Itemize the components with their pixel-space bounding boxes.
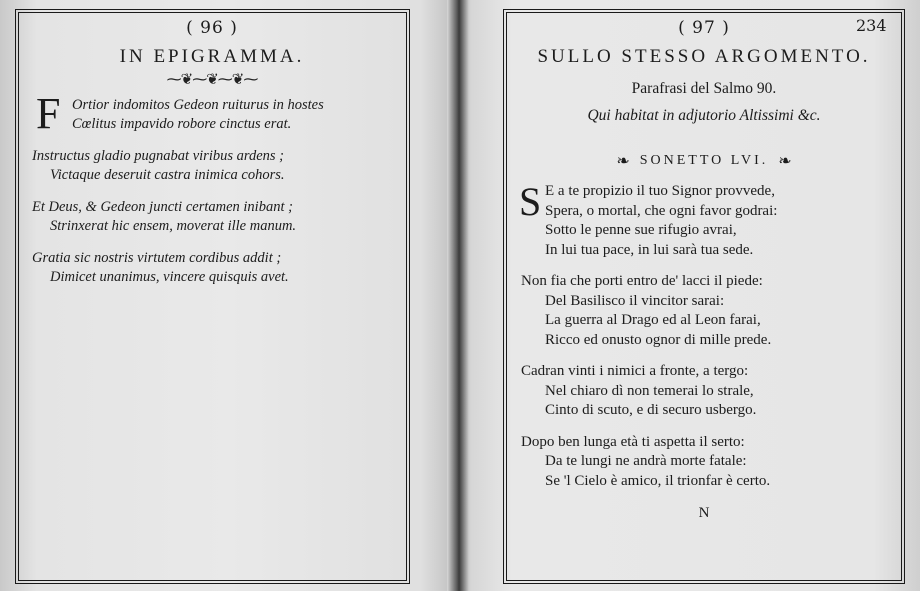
drop-cap: S [519, 179, 542, 224]
signature-mark: N [698, 505, 710, 521]
verse-line: Dimicet unanimus, vincere quisquis avet. [50, 269, 289, 285]
verse-line: Dopo ben lunga età ti aspetta il serto: [521, 433, 745, 450]
verse-line: Et Deus, & Gedeon juncti certamen inibant ; [32, 199, 293, 215]
left-page-title: IN EPIGRAMMA. [119, 46, 305, 67]
sonnet-stanza [521, 362, 887, 421]
flourish-right-icon: ❧ [778, 151, 792, 170]
verse-line: Del Basilisco il vincitor sarai: [545, 292, 725, 309]
verse-line: Nel chiaro dì non temerai lo strale, [545, 382, 754, 399]
epigram-stanza [32, 198, 392, 236]
left-page-border [15, 9, 410, 584]
verse-line: Strinxerat hic ensem, moverat ille manum. [50, 218, 297, 234]
verse-line: In lui tua pace, in lui sarà tua sede. [545, 241, 754, 258]
epigram-stanza [32, 147, 392, 185]
verse-line: Victaque deseruit castra inimica cohors. [50, 167, 285, 183]
verse-line: Spera, o mortal, che ogni favor godrai: [545, 202, 778, 219]
sonnet-heading-row [521, 151, 887, 170]
right-page-border [503, 9, 905, 584]
psalm-subtitle: Parafrasi del Salmo 90. [631, 80, 777, 97]
drop-cap: F [36, 89, 61, 138]
verse-line: Cadran vinti i nimici a fronte, a tergo: [521, 363, 749, 379]
right-page-number: ( 97 ) [678, 18, 730, 38]
sonnet-stanza [521, 433, 887, 492]
sonnet-stanza [521, 272, 887, 350]
verse-line: Da te lungi ne andrà morte fatale: [545, 453, 747, 469]
corner-folio-number: 234 [856, 16, 887, 35]
verse-line: Se 'l Cielo è amico, il trionfar è certo. [545, 472, 771, 489]
left-page-number: ( 96 ) [186, 18, 238, 38]
verse-line: Cœlitus impavido robore cinctus erat. [72, 116, 292, 132]
epigram-stanza [32, 249, 392, 287]
verse-line: Sotto le penne sue rifugio avrai, [545, 222, 737, 238]
right-page-title: SULLO STESSO ARGOMENTO. [537, 46, 871, 67]
sonnet-stanza [519, 179, 887, 260]
flourish-left-icon: ❧ [616, 151, 630, 170]
verse-line: Ricco ed onusto ognor di mille prede. [545, 331, 772, 348]
verse-line: Instructus gladio pugnabat viribus ardens ; [32, 148, 285, 164]
verse-line: Non fia che porti entro de' lacci il piede: [521, 273, 763, 289]
book-gutter [447, 0, 469, 591]
verse-line: Ortior indomitos Gedeon ruiturus in hostes [72, 97, 324, 113]
verse-line: E a te propizio il tuo Signor provvede, [545, 183, 775, 199]
verse-line: Cinto di scuto, e di securo usbergo. [545, 402, 757, 418]
sonnet-heading: SONETTO LVI. [639, 152, 769, 168]
latin-incipit: Qui habitat in adjutorio Altissimi &c. [587, 107, 821, 124]
ornament-divider: ⁓❦⁓❦⁓❦⁓ [166, 70, 258, 88]
epigram-stanza [32, 89, 392, 138]
verse-line: Gratia sic nostris virtutem cordibus addit ; [32, 250, 282, 266]
verse-line: La guerra al Drago ed al Leon farai, [545, 312, 761, 328]
